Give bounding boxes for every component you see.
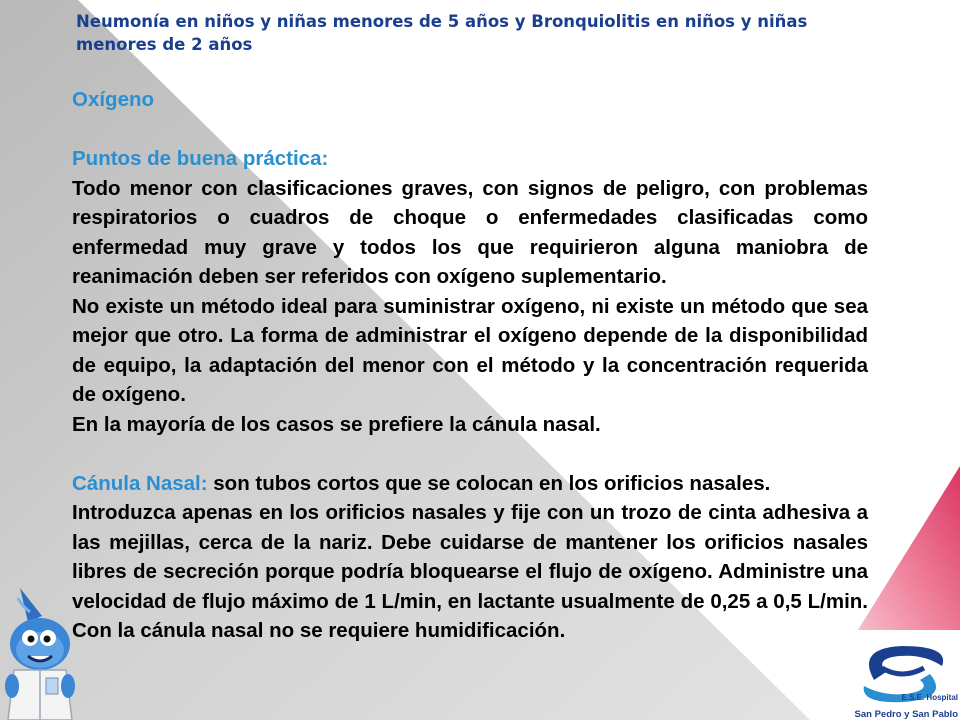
mascot-figure-icon: [0, 582, 88, 720]
spacer: [72, 439, 868, 469]
hospital-logo: [846, 640, 960, 720]
slide-header: Neumonía en niños y niñas menores de 5 años y Bronquiolitis en niños y niñas menores de 2 años: [76, 12, 808, 54]
logo-line1: E.S.E. Hospital: [901, 693, 958, 702]
section-title: Oxígeno: [72, 88, 155, 111]
paragraph: En la mayoría de los casos se prefiere la cánula nasal.: [72, 412, 601, 436]
spacer: [72, 115, 868, 145]
canula-paragraph: [72, 469, 868, 499]
paragraph: Todo menor con clasificaciones graves, con signos de peligro, con problemas respiratorios o cuadros de choque o enfermedades clasificadas como enfermedad muy grave y todos los que requirieron alguna maniobra de reanimación deben ser referidos con oxígeno suplementario.: [72, 176, 868, 288]
logo-line2: San Pedro y San Pablo: [854, 709, 958, 720]
final-paragraph: Introduzca apenas en los orificios nasales y fije con un trozo de cinta adhesiva a las mejillas, cerca de la nariz. Debe cuidarse de mantener los orificios nasales libres de secreción porque podría bloquearse el flujo de oxígeno. Administre una velocidad de flujo máximo de 1 L/min, en lactante usualmente de 0,25 a 0,5 L/min. Con la cánula nasal no se requiere humidificación.: [72, 501, 868, 642]
canula-text: son tubos cortos que se colocan en los orificios nasales.: [207, 471, 771, 495]
slide-body: [72, 85, 868, 646]
paragraph: No existe un método ideal para suministrar oxígeno, ni existe un método que sea mejor que otro. La forma de administrar el oxígeno depende de la disponibilidad de equipo, la adaptación del menor con el método y la concentración requerida de oxígeno.: [72, 294, 868, 406]
canula-label: Cánula Nasal:: [72, 471, 208, 495]
subheading: Puntos de buena práctica:: [72, 147, 329, 170]
